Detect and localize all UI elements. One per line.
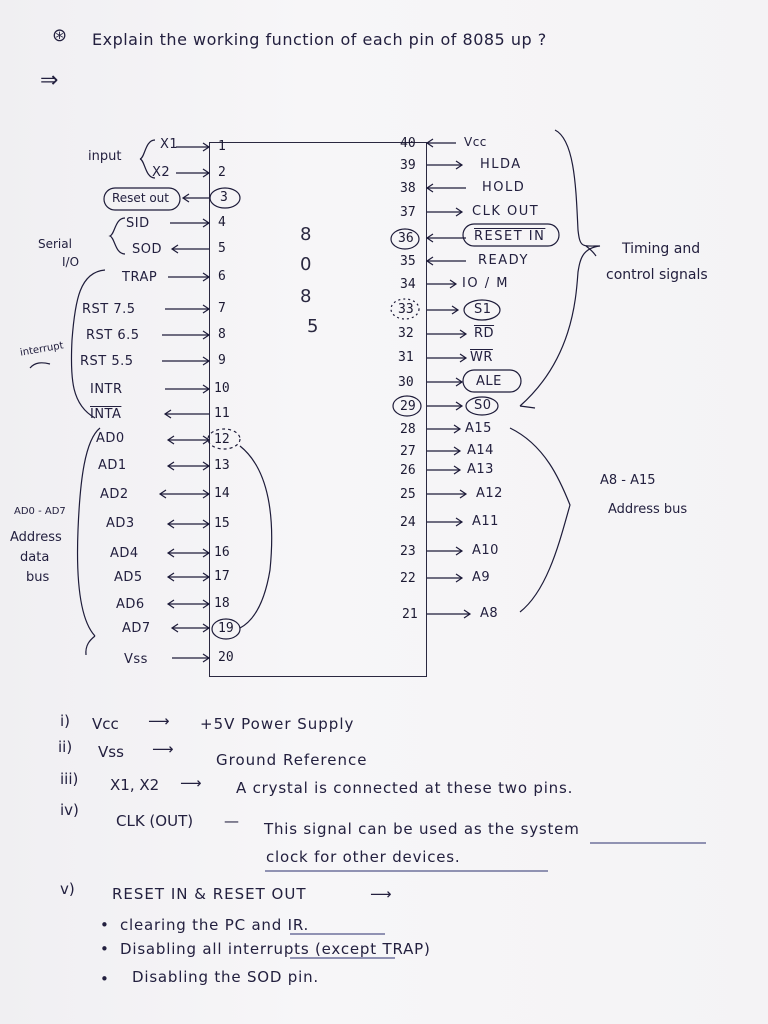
pin-num-10: 10 (214, 381, 230, 396)
pin-label-rst55: RST 5.5 (80, 354, 134, 369)
pin-label-a14: A14 (467, 443, 494, 458)
pin-label-ready: READY (478, 253, 529, 268)
pin-num-34: 34 (400, 277, 416, 292)
bullet-dot-2: • (100, 940, 109, 958)
pin-num-4: 4 (218, 215, 226, 230)
pin-num-33: 33 (398, 302, 414, 317)
pin-label-intr: INTR (90, 382, 123, 397)
pin-label-reset-out: Reset out (112, 191, 169, 205)
asterisk-bullet-icon: ⊛ (52, 25, 68, 46)
pin-num-12: 12 (214, 432, 230, 447)
pin-num-24: 24 (400, 515, 416, 530)
pin-label-hlda: HLDA (480, 157, 522, 172)
pin-num-15: 15 (214, 516, 230, 531)
pin-num-13: 13 (214, 458, 230, 473)
note-text-vss: Ground Reference (216, 751, 368, 769)
pin-label-x1: X1 (160, 137, 179, 152)
pin-label-ad3: AD3 (106, 516, 135, 531)
group-label-serial: Serial (38, 237, 72, 251)
pin-num-5: 5 (218, 241, 226, 256)
pin-num-38: 38 (400, 181, 416, 196)
pin-label-trap: TRAP (122, 270, 158, 285)
chip-label-8a: 8 (300, 224, 312, 245)
pin-label-a15: A15 (465, 421, 492, 436)
pin-label-io-m: IO / M (462, 276, 509, 291)
note-marker-5: v) (60, 880, 75, 898)
pin-num-37: 37 (400, 205, 416, 220)
pin-label-a12: A12 (476, 486, 503, 501)
pin-label-ale: ALE (476, 374, 502, 389)
pin-label-a8: A8 (480, 606, 499, 621)
group-label-io: I/O (62, 255, 80, 269)
note-marker-1: i) (60, 712, 71, 730)
note-arrow-2: ⟶ (152, 740, 174, 758)
bullet-text-2: Disabling all interrupts (except TRAP) (120, 940, 431, 958)
pin-label-rst65: RST 6.5 (86, 328, 140, 343)
note-text-vcc: +5V Power Supply (200, 715, 355, 733)
pin-label-ad0: AD0 (96, 431, 125, 446)
pin-num-9: 9 (218, 353, 226, 368)
pin-num-6: 6 (218, 269, 226, 284)
pin-label-a9: A9 (472, 570, 491, 585)
note-arrow-1: ⟶ (148, 712, 170, 730)
note-term-x1x2: X1, X2 (110, 776, 160, 794)
pin-label-a13: A13 (467, 462, 494, 477)
note-text-clk: This signal can be used as the system (264, 820, 580, 838)
pin-num-30: 30 (398, 375, 414, 390)
note-text-clk-2: clock for other devices. (266, 848, 461, 866)
pin-label-inta: INTA (90, 407, 122, 422)
note-marker-2: ii) (58, 738, 73, 756)
pin-num-11: 11 (214, 406, 230, 421)
pin-label-sid: SID (126, 216, 150, 231)
group-label-bus: bus (26, 570, 50, 585)
note-term-reset: RESET IN & RESET OUT (112, 885, 307, 903)
pin-label-ad4: AD4 (110, 546, 139, 561)
implies-arrow-icon: ⇒ (40, 68, 59, 93)
pin-num-17: 17 (214, 569, 230, 584)
pin-label-sod: SOD (132, 242, 162, 257)
pin-label-vss: Vss (124, 652, 148, 667)
bullet-dot-1: • (100, 916, 109, 934)
pin-label-ad7: AD7 (122, 621, 151, 636)
pin-num-22: 22 (400, 571, 416, 586)
pin-label-rst75: RST 7.5 (82, 302, 136, 317)
bullet-text-1: clearing the PC and IR. (120, 916, 310, 934)
note-arrow-3: ⟶ (180, 774, 202, 792)
bullet-text-3: Disabling the SOD pin. (132, 968, 319, 986)
group-label-interrupt: interrupt (19, 340, 65, 359)
group-label-data: data (20, 550, 50, 565)
pin-label-ad1: AD1 (98, 458, 127, 473)
pin-num-18: 18 (214, 596, 230, 611)
pin-num-14: 14 (214, 486, 230, 501)
pin-label-ad2: AD2 (100, 487, 129, 502)
pin-num-35: 35 (400, 254, 416, 269)
pin-num-25: 25 (400, 487, 416, 502)
pin-num-40: 40 (400, 136, 416, 151)
chip-label-5: 5 (307, 316, 319, 337)
pin-num-19: 19 (218, 621, 234, 636)
note-term-vss: Vss (98, 743, 124, 761)
page-heading: Explain the working function of each pin of 8085 up ? (92, 30, 547, 49)
group-label-control: control signals (606, 267, 708, 283)
pin-num-7: 7 (218, 301, 226, 316)
note-term-vcc: Vcc (92, 715, 119, 733)
pin-num-23: 23 (400, 544, 416, 559)
pin-num-26: 26 (400, 463, 416, 478)
pin-num-16: 16 (214, 545, 230, 560)
group-label-address: Address (10, 530, 62, 545)
pin-label-hold: HOLD (482, 180, 526, 195)
note-marker-3: iii) (60, 770, 79, 788)
pin-label-s0: S0 (474, 398, 492, 413)
chip-label-8b: 8 (300, 286, 312, 307)
pin-label-ad5: AD5 (114, 570, 143, 585)
pin-num-39: 39 (400, 158, 416, 173)
group-label-ad-range: AD0 - AD7 (14, 506, 66, 517)
group-label-timing: Timing and (622, 241, 701, 257)
pin-label-a10: A10 (472, 543, 499, 558)
pin-label-rd: $\overline{RD}$ (474, 326, 495, 341)
group-label-a-range: A8 - A15 (600, 473, 656, 488)
note-dash-4: — (224, 812, 239, 830)
pin-label-wr: $\overline{WR}$ (470, 350, 493, 365)
pin-label-clk-out: CLK OUT (472, 204, 540, 219)
group-label-address-bus: Address bus (608, 502, 688, 517)
note-text-x1x2: A crystal is connected at these two pins. (236, 779, 574, 797)
pin-label-x2: X2 (152, 165, 171, 180)
pin-label-vcc: Vcc (464, 135, 487, 149)
note-term-clk: CLK (OUT) (116, 812, 194, 830)
pin-num-20: 20 (218, 650, 234, 665)
note-marker-4: iv) (60, 801, 79, 819)
bullet-dot-3: • (100, 970, 109, 988)
pin-label-a11: A11 (472, 514, 499, 529)
pin-num-21: 21 (402, 607, 418, 622)
pin-num-8: 8 (218, 327, 226, 342)
chip-label-0: 0 (300, 254, 312, 275)
pin-num-36: 36 (398, 231, 414, 246)
pin-num-32: 32 (398, 326, 414, 341)
pin-label-s1: S1 (474, 302, 492, 317)
pin-num-29: 29 (400, 399, 416, 414)
note-arrow-5: ⟶ (370, 885, 392, 903)
pin-num-1: 1 (218, 139, 226, 154)
pin-num-28: 28 (400, 422, 416, 437)
pin-label-ad6: AD6 (116, 597, 145, 612)
group-label-input: input (88, 149, 122, 164)
pin-num-3: 3 (220, 190, 228, 205)
pin-num-31: 31 (398, 350, 414, 365)
pin-num-2: 2 (218, 165, 226, 180)
pin-label-reset-in: RESET IN (474, 229, 546, 244)
pin-num-27: 27 (400, 444, 416, 459)
